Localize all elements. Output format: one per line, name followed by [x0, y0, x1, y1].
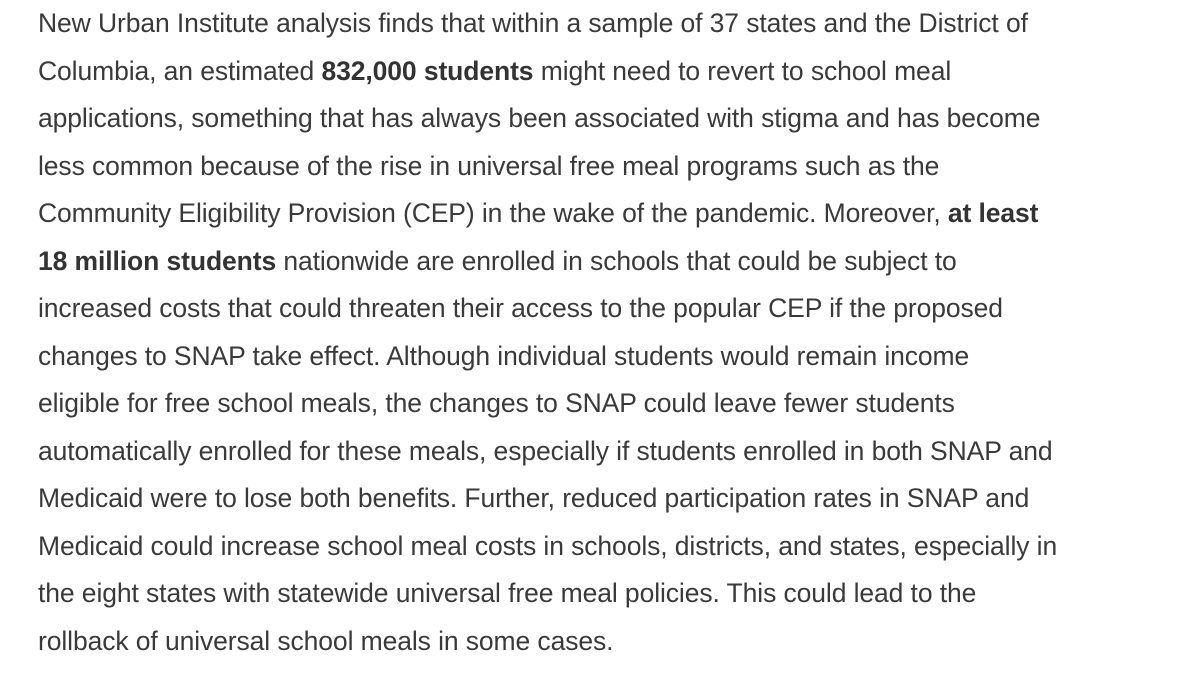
- text-segment: increased costs that could threaten their access to the popular CEP if the proposed: [38, 293, 1003, 323]
- text-segment: eligible for free school meals, the changes to SNAP could leave fewer students: [38, 388, 955, 418]
- paragraph-line: [38, 238, 1168, 286]
- text-segment: less common because of the rise in universal free meal programs such as the: [38, 150, 940, 181]
- text-segment: changes to SNAP take effect. Although individual students would remain income: [38, 340, 970, 371]
- text-segment: applications, something that has always been associated with stigma and has become: [38, 103, 1041, 133]
- paragraph-line: [38, 380, 1168, 428]
- paragraph-line: [38, 0, 1168, 48]
- text-segment: nationwide are enrolled in schools that could be subject to: [276, 245, 957, 276]
- paragraph-line: [38, 95, 1168, 143]
- text-segment: rollback of universal school meals in some cases.: [38, 625, 614, 656]
- text-segment: Community Eligibility Provision (CEP) in the wake of the pandemic. Moreover,: [38, 198, 948, 228]
- text-segment: New Urban Institute analysis finds that within a sample of 37 states and the District of: [38, 8, 1028, 38]
- paragraph-line: [38, 618, 1168, 666]
- text-segment: automatically enrolled for these meals, especially if students enrolled in both SNAP and: [38, 435, 1053, 466]
- bold-text-segment: at least: [947, 198, 1039, 228]
- paragraph-line: [38, 143, 1168, 191]
- article-paragraph: [38, 0, 1168, 665]
- paragraph-line: [38, 523, 1168, 571]
- paragraph-line: [38, 285, 1168, 333]
- paragraph-line: [38, 190, 1168, 238]
- paragraph-line: [38, 475, 1168, 523]
- bold-text-segment: 832,000 students: [321, 55, 534, 86]
- text-segment: the eight states with statewide universal free meal policies. This could lead to the: [38, 578, 977, 608]
- paragraph-line: [38, 428, 1168, 476]
- bold-text-segment: 18 million students: [38, 245, 277, 276]
- text-segment: Columbia, an estimated: [38, 55, 322, 86]
- article-body: [38, 0, 1168, 665]
- paragraph-line: [38, 333, 1168, 381]
- text-segment: Medicaid were to lose both benefits. Further, reduced participation rates in SNAP and: [38, 483, 1030, 513]
- text-segment: Medicaid could increase school meal costs in schools, districts, and states, especially in: [38, 530, 1058, 561]
- paragraph-line: [38, 48, 1168, 96]
- text-segment: might need to revert to school meal: [533, 55, 952, 86]
- paragraph-line: [38, 570, 1168, 618]
